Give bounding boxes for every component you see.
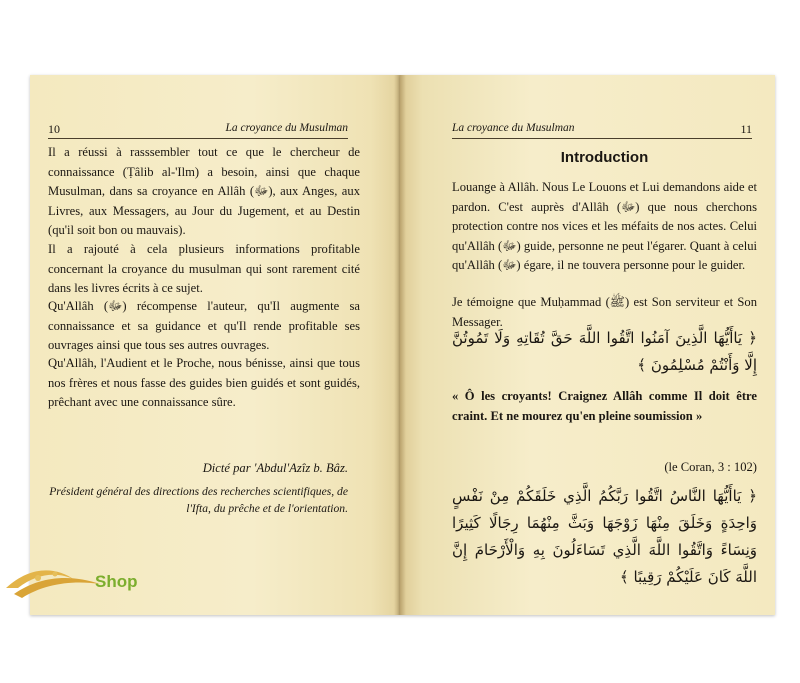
right-page-number: 11 (740, 122, 752, 136)
left-page-header (48, 122, 348, 139)
section-heading: Introduction (560, 149, 649, 166)
left-running-head: La croyance du Musulman (225, 122, 348, 134)
right-paragraph-2: Je témoigne que Muḥammad (ﷺ) est Son serviteur et Son Messager. (452, 295, 757, 329)
left-page (30, 75, 400, 615)
left-paragraph-2: Il a rajouté à cela plusieurs informations profitable concernant la croyance du musulman qui sont rarement cité dans les livres écrits à ce sujet. (48, 242, 360, 295)
left-paragraph-3: Qu'Allâh (ﷻ) récompense l'auteur, qu'Il augmente sa connaissance et sa guidance et qu'Il rende profitable ses ouvrages ainsi que tous ses autres ouvrages. (48, 299, 360, 352)
right-page-header (452, 122, 752, 139)
quran-verse-arabic-2: ﴿ يَاأَيُّهَا النَّاسُ اتَّقُوا رَبَّكُمُ الَّذِي خَلَقَكُمْ مِنْ نَفْسٍ وَاحِدَةٍ وَخَلَقَ مِنْهَا زَوْجَهَا وَبَثَّ مِنْهُمَا رِجَالًا كَثِيرًا وَنِسَاءً وَاتَّقُوا اللَّهَ الَّذِي تَسَاءَلُونَ بِهِ وَالْأَرْحَامَ إِنَّ اللَّهَ كَانَ عَلَيْكُمْ رَقِيبًا ﴾ (452, 487, 757, 586)
open-book (30, 75, 775, 615)
shop-logo-text: Shop (95, 572, 138, 591)
signature-title: Président général des directions des recherches scientifiques, de l'Ifta, du prêche et de l'orientation. (49, 485, 348, 515)
quran-verse-arabic-1: ﴿ يَاأَيُّهَا الَّذِينَ آمَنُوا اتَّقُوا اللَّهَ حَقَّ تُقَاتِهِ وَلَا تَمُوتُنَّ إِلَّا وَأَنْتُمْ مُسْلِمُونَ ﴾ (452, 329, 757, 374)
left-page-number: 10 (48, 122, 60, 136)
shop-logo (0, 558, 170, 608)
signature: Dicté par 'Abdul'Azîz b. Bâz. (202, 461, 348, 475)
book-gutter (394, 75, 406, 615)
swoosh-icon (0, 558, 110, 608)
right-page (400, 75, 775, 615)
verse-reference: (le Coran, 3 : 102) (664, 460, 757, 474)
left-paragraph-1: Il a réussi à rasssembler tout ce que le chercheur de connaissance (Ṭâlib al-'Ilm) a besoin, ainsi que chaque Musulman, dans sa croyance en Allâh (ﷻ), aux Anges, aux Livres, aux Messagers, au Jour du Jugement, et au Destin (qu'il soit bon ou mauvais). (48, 145, 360, 237)
right-paragraph-1: Louange à Allâh. Nous Le Louons et Lui demandons aide et pardon. C'est auprès d'Allâh (ﷻ) que nous cherchons protection contre nos vices et les méfaits de nos actes. Celui qu'Allâh (ﷻ) guide, personne ne peut l'égarer. Quant à celui qu'Allâh (ﷻ) égare, il ne touvera personne pour le guider. (452, 180, 758, 272)
verse-translation: « Ô les croyants! Craignez Allâh comme Il doit être craint. Et ne mourez qu'en pleine soumission » (452, 389, 757, 423)
right-running-head: La croyance du Musulman (452, 122, 575, 134)
left-paragraph-4: Qu'Allâh, l'Audient et le Proche, nous bénisse, ainsi que tous nos frères et nous fasse des guides bien guidés et sont guidés, prêchant avec une connaissance sûre. (48, 356, 360, 409)
